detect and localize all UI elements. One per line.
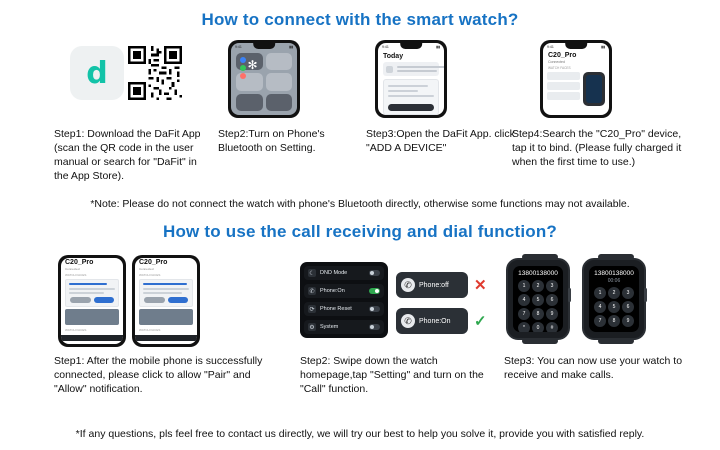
key-7[interactable]: 7 — [518, 308, 530, 320]
device-body — [543, 72, 609, 106]
caller-number: 13800138000 — [594, 270, 634, 277]
watch-crown-button[interactable] — [568, 288, 571, 302]
watch-strap-top — [522, 254, 558, 260]
key-2[interactable]: 2 — [608, 287, 620, 299]
cross-icon: ✕ — [474, 277, 487, 294]
info-line — [397, 66, 444, 68]
phone-screen — [61, 258, 123, 344]
today-title: Today — [383, 53, 404, 60]
dialog-title-line — [69, 283, 107, 285]
watch-strap-top — [598, 254, 634, 260]
key-3[interactable]: 3 — [622, 287, 634, 299]
setting-row-system[interactable] — [304, 320, 384, 334]
phone-pair-request — [58, 255, 126, 347]
phone-icon: ✆ — [401, 314, 415, 328]
call-card-label: Phone:On — [419, 317, 451, 325]
placeholder-line — [388, 85, 428, 87]
smart-watch-in-call — [582, 258, 646, 340]
call-step2-caption: Step2: Swipe down the watch homepage,tap "Setting" and turn on the "Call" function. — [300, 355, 484, 395]
status-icons: ▮▮ — [601, 45, 605, 49]
watch-face-list[interactable] — [547, 72, 580, 106]
call-duration: 00:06 — [607, 278, 621, 284]
watch-faces-label-2: WATCH FACES — [65, 328, 87, 332]
cellular-toggle-icon[interactable] — [240, 65, 246, 71]
pair-dialog — [65, 279, 119, 307]
step2-caption: Step2:Turn on Phone's Bluetooth on Setting. — [218, 128, 325, 154]
promo-image — [139, 309, 193, 325]
watch-crown-button[interactable] — [644, 288, 647, 302]
smart-watch-dialer — [506, 258, 570, 340]
dialed-number: 13800138000 — [518, 270, 558, 277]
dafit-logo-glyph: d — [86, 55, 108, 91]
pair-button[interactable] — [94, 297, 115, 303]
info-icon — [386, 66, 393, 73]
phone-notch — [253, 43, 275, 49]
step3-caption: Step3:Open the DaFit App. click "ADD A DEVICE" — [366, 128, 515, 154]
key-6[interactable]: 6 — [622, 301, 634, 313]
watch-settings-panel — [300, 262, 388, 338]
allow-dialog — [139, 279, 193, 307]
status-icons: ▮▮ — [436, 45, 440, 49]
key-1[interactable]: 1 — [518, 280, 530, 292]
dialog-body-line — [69, 292, 104, 294]
moon-icon: ☾ — [309, 270, 315, 277]
call-step3-caption: Step3: You can now use your watch to receive and make calls. — [504, 355, 683, 381]
phone-screen — [135, 258, 197, 344]
key-4[interactable]: 4 — [518, 294, 530, 306]
status-icons: ▮▮ — [289, 45, 293, 49]
key-hash[interactable]: # — [546, 322, 558, 332]
music-tile[interactable] — [266, 53, 293, 70]
flashlight-tile[interactable] — [236, 94, 263, 111]
watch-face-thumb[interactable] — [547, 92, 580, 100]
watch-faces-label: WATCH FACES — [548, 66, 571, 70]
section-title-call: How to use the call receiving and dial function? — [162, 222, 558, 241]
volume-tile[interactable] — [266, 73, 293, 90]
watch-preview — [583, 72, 605, 106]
watch-faces-label: WATCH FACES — [65, 273, 87, 277]
setting-label: Phone Reset — [320, 306, 352, 312]
placeholder-line — [388, 95, 434, 97]
dial-keypad[interactable] — [513, 277, 563, 332]
key-4[interactable]: 4 — [594, 301, 606, 313]
status-time: 9:41 — [235, 45, 242, 49]
dialog-buttons[interactable] — [70, 297, 114, 303]
section-title-connect: How to connect with the smart watch? — [201, 10, 519, 29]
phone-screen — [378, 43, 444, 115]
device-name: C20_Pro — [65, 259, 94, 266]
key-2[interactable]: 2 — [532, 280, 544, 292]
dialog-buttons[interactable] — [144, 297, 188, 303]
key-1[interactable]: 1 — [594, 287, 606, 299]
device-name: C20_Pro — [139, 259, 168, 266]
phone-notch — [565, 43, 587, 49]
system-toggle[interactable] — [369, 324, 380, 330]
key-3[interactable]: 3 — [546, 280, 558, 292]
watch-faces-label-2: WATCH FACES — [139, 328, 161, 332]
phone-device-c20pro — [540, 40, 612, 118]
dialog-body-line — [143, 292, 182, 294]
dialog-body-line — [143, 288, 189, 290]
reset-icon: ⟳ — [309, 306, 315, 313]
setting-label: DND Mode — [320, 270, 348, 276]
setting-label: System — [320, 324, 339, 330]
watch-faces-label: WATCH FACES — [139, 273, 161, 277]
phone-screen — [231, 43, 297, 115]
add-a-device-button[interactable] — [388, 104, 434, 111]
key-6[interactable]: 6 — [546, 294, 558, 306]
key-star[interactable]: * — [518, 322, 530, 332]
watch-strap-bottom — [598, 338, 634, 344]
allow-button[interactable] — [168, 297, 189, 303]
phone-control-center — [228, 40, 300, 118]
status-time: 9:41 — [547, 45, 554, 49]
device-name: C20_Pro — [548, 52, 577, 59]
bottom-band — [61, 335, 123, 341]
key-5[interactable]: 5 — [608, 301, 620, 313]
key-5[interactable]: 5 — [532, 294, 544, 306]
brightness-tile[interactable] — [236, 73, 263, 90]
watch-screen — [589, 266, 639, 332]
control-center-grid — [236, 53, 292, 111]
key-7[interactable]: 7 — [594, 315, 606, 327]
airplane-toggle-icon[interactable] — [240, 57, 246, 63]
step4-caption: Step4:Search the "C20_Pro" device, tap it to bind. (Please fully charged it when the first time to use.) — [512, 128, 682, 168]
setting-row-phone-reset[interactable] — [304, 302, 384, 316]
key-8[interactable]: 8 — [608, 315, 620, 327]
phone-screen — [543, 43, 609, 115]
info-line — [397, 70, 437, 72]
phone-toggle[interactable] — [369, 288, 380, 294]
call-step1-caption: Step1: After the mobile phone is successfully connected, please click to allow "Pair" and "Allow" notification. — [54, 355, 263, 395]
phone-icon: ✆ — [309, 288, 315, 295]
dnd-toggle[interactable] — [369, 270, 380, 276]
watch-face-thumb[interactable] — [547, 82, 580, 90]
dafit-logo — [70, 46, 124, 100]
setting-label: Phone:On — [320, 288, 345, 294]
gear-icon: ⚙ — [309, 324, 315, 331]
check-icon: ✓ — [474, 313, 487, 330]
cancel-button[interactable] — [70, 297, 91, 303]
key-9[interactable]: 9 — [546, 308, 558, 320]
phone-dafit-today — [375, 40, 447, 118]
watch-screen — [513, 266, 563, 332]
dialog-body-line — [69, 288, 115, 290]
call-card-on[interactable] — [396, 308, 468, 334]
phone-allow-notifications — [132, 255, 200, 347]
phone-notch — [400, 43, 422, 49]
step1-caption: Step1: Download the DaFit App (scan the QR code in the user manual or search for "DaFit" in the App Store). — [54, 128, 201, 182]
dial-keypad[interactable] — [589, 284, 639, 330]
phone-icon: ✆ — [401, 278, 415, 292]
bottom-band — [135, 335, 197, 341]
key-0[interactable]: 0 — [532, 322, 544, 332]
note-bluetooth: *Note: Please do not connect the watch with phone's Bluetooth directly, otherwise some functions may not available. — [90, 198, 630, 210]
dont-allow-button[interactable] — [144, 297, 165, 303]
setting-row-dnd[interactable] — [304, 266, 384, 280]
device-status: Connected — [548, 60, 565, 64]
call-card-label: Phone:off — [419, 281, 449, 289]
placeholder-line — [388, 90, 418, 92]
watch-face-thumb[interactable] — [547, 72, 580, 80]
qr-code — [128, 46, 182, 100]
info-card[interactable] — [383, 62, 439, 76]
call-card-off[interactable] — [396, 272, 468, 298]
dialog-title-line — [143, 283, 187, 285]
promo-image — [65, 309, 119, 325]
status-time: 9:41 — [382, 45, 389, 49]
device-status: Connected — [65, 267, 80, 271]
device-status: Connected — [139, 267, 154, 271]
setting-row-phone[interactable] — [304, 284, 384, 298]
camera-tile[interactable] — [266, 94, 293, 111]
connectivity-tile[interactable] — [236, 53, 263, 70]
key-8[interactable]: 8 — [532, 308, 544, 320]
reset-toggle[interactable] — [369, 306, 380, 312]
watch-strap-bottom — [522, 338, 558, 344]
bluetooth-icon[interactable]: ✻ — [247, 58, 258, 72]
note-contact: *If any questions, pls feel free to contact us directly, we will try our best to help you solve it, provide you with satisfied reply. — [75, 428, 645, 440]
key-9[interactable]: 9 — [622, 315, 634, 327]
